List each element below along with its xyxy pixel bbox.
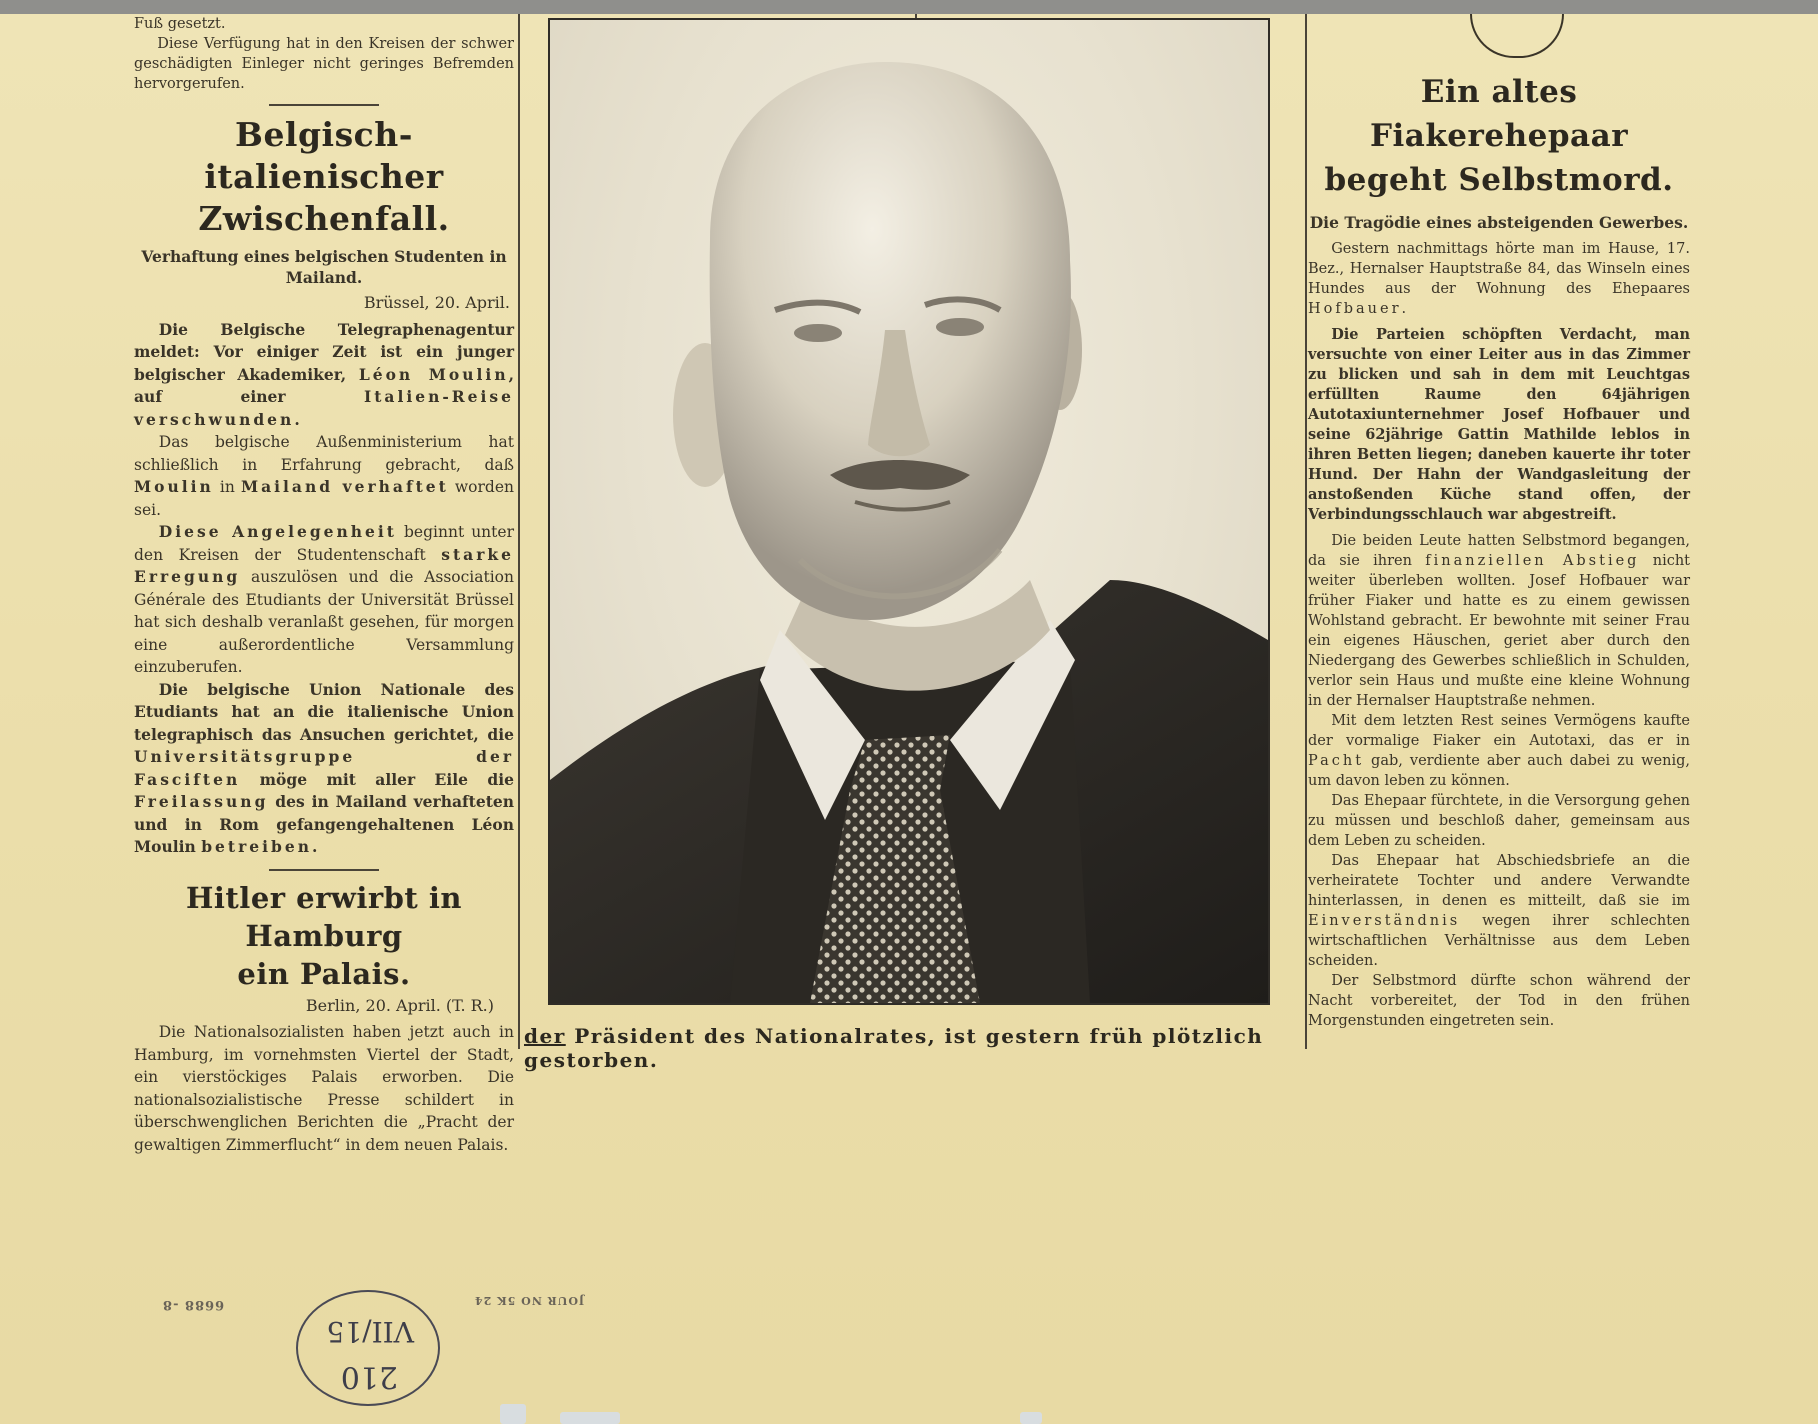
spaced-run: Einverständnis (1308, 913, 1461, 929)
fragment-paragraph: Diese Verfügung hat in den Kreisen der schwer geschädigten Einleger nicht geringes Befremden hervorgerufen. (134, 36, 514, 92)
spaced-run: Universitätsgruppe der Fasciften (134, 747, 514, 789)
left-column (134, 14, 514, 1156)
article-paragraph: Das Ehepaar fürchtete, in die Versorgung gehen zu müssen und beschloß daher, gemeinsam aus dem Leben zu scheiden. (1308, 793, 1690, 849)
name-run: Léon Moulin (358, 364, 509, 384)
left-column-rule (518, 14, 520, 1049)
text-run: worden sei. (134, 478, 515, 519)
article-subhead: Verhaftung eines belgischen Studenten in Mailand. (141, 247, 507, 287)
spaced-run: starke Erregung (134, 544, 514, 586)
spaced-run: Diese Angelegenheit (158, 522, 397, 541)
article-paragraph (1308, 531, 1690, 711)
text-run: Mit dem letzten Rest seines Vermögens kaufte der vormalige Fiaker ein Autotaxi, das er in (1308, 713, 1690, 749)
paper-tear (1020, 1412, 1042, 1424)
article-headline (134, 879, 514, 993)
text-run: des in Mailand verhafteten und in Rom gefangengehaltenen Léon Moulin (134, 792, 514, 856)
caption-lead: der (524, 1024, 566, 1048)
text-run: möge mit aller Eile die (240, 769, 514, 789)
article-paragraph (134, 431, 514, 521)
text-run: Gestern nachmittags hörte man im Hause, 17. Bez., Hernalser Hauptstraße 84, das Winseln eines Hundes aus der Wohnung des Ehepaares (1308, 241, 1690, 297)
article-separator (269, 104, 379, 106)
article-paragraph (1308, 239, 1690, 319)
photo-caption (524, 1024, 1294, 1072)
spaced-run: finanziellen Abstieg (1425, 553, 1640, 569)
headline-line: Belgisch-italienischer (204, 115, 444, 196)
top-scan-border (0, 0, 1818, 14)
headline-line: begeht Selbstmord. (1324, 162, 1674, 198)
article-headline (134, 114, 514, 240)
eye-left (794, 324, 842, 342)
article-subhead: Die Tragödie eines absteigenden Gewerbes. (1309, 213, 1689, 232)
article-hitler-hamburg (134, 879, 514, 1157)
text-run: . (1401, 301, 1407, 317)
article-paragraph (134, 521, 514, 679)
portrait-photo (550, 20, 1268, 1003)
text-run: Das belgische Außenministerium hat schließlich in Erfahrung gebracht, daß (134, 433, 514, 474)
article-separator (269, 869, 379, 871)
right-column-rule (1305, 14, 1307, 1049)
text-run: beginnt unter den Kreisen der Studentenschaft (134, 523, 514, 564)
right-column (1308, 70, 1690, 1031)
paper-tear (500, 1404, 526, 1424)
mirrored-archive-text: JOUR NO 5K 24 (474, 1294, 585, 1307)
caption-text: Präsident des Nationalrates, ist gestern früh plötzlich gestorben. (524, 1024, 1264, 1072)
article-paragraph: Die Nationalsozialisten haben jetzt auch in Hamburg, im vornehmsten Viertel der Stadt, ein vierstöckiges Palais erworben. Die nationalsozialistische Presse schildert in überschwenglichen Berichten die „Pracht der gewaltigen Zimmerflucht“ in dem neuen Palais. (134, 1023, 514, 1154)
headline-line: ein Palais. (237, 956, 411, 991)
eye-right (936, 318, 984, 336)
text-run: wegen ihrer schlechten wirtschaftlichen Verhältnisse aus dem Leben scheiden. (1308, 913, 1690, 969)
text-run: , auf einer (134, 364, 514, 406)
name-run: Moulin (134, 477, 214, 496)
text-run: . (294, 409, 300, 429)
article-paragraph (134, 679, 514, 859)
archive-stamp (296, 1290, 440, 1406)
article-paragraph: Die Parteien schöpften Verdacht, man versuchte von einer Leiter aus in das Zimmer zu blicken und sah in dem mit Leuchtgas erfüllten Raume den 64jährigen Autotaxiunternehmer Josef Hofbauer und seine 62jährige Gattin Mathilde leblos in ihren Betten liegen; daneben kauerte ihr toter Hund. Der Hahn der Wandgasleitung der anstoßenden Küche stand offen, der Verbindungsschlauch war abgestreift. (1308, 326, 1690, 523)
article-belgisch-italienisch (134, 114, 514, 859)
spaced-run: Italien-Reise verschwunden (134, 387, 514, 429)
text-run: in (213, 478, 241, 496)
article-dateline: Berlin, 20. April. (T. R.) (305, 995, 494, 1015)
headline-line: Zwischenfall. (198, 199, 450, 238)
spaced-run: Mailand verhaftet (240, 477, 449, 496)
headline-line: Hitler erwirbt in Hamburg (185, 880, 462, 953)
fragment-line: Fuß gesetzt. (134, 16, 226, 32)
text-run: . (311, 837, 318, 856)
paper-tear (560, 1412, 620, 1424)
article-headline (1308, 70, 1690, 202)
article-paragraph (1308, 711, 1690, 791)
text-run: Die belgische Union Nationale des Etudiants hat an die italienische Union telegraphisch das Ansuchen gerichtet, die (134, 679, 514, 744)
text-run: auszulösen und die Association Générale des Etudiants der Universität Brüssel hat sich deshalb veranlaßt gesehen, für morgen eine außerordentliche Versammlung einzuberufen. (134, 568, 514, 676)
article-paragraph: Der Selbstmord dürfte schon während der Nacht vorbereitet, der Tod in den frühen Morgenstunden eingetreten sein. (1308, 973, 1690, 1029)
headline-line: Ein altes Fiakerehepaar (1369, 74, 1629, 154)
article-dateline: Brüssel, 20. April. (363, 293, 510, 312)
text-run: Das Ehepaar hat Abschiedsbriefe an die verheiratete Tochter und andere Verwandte hinterlassen, in denen es mitteilt, daß sie im (1308, 853, 1690, 909)
text-run: Die beiden Leute hatten Selbstmord begangen, da sie ihren (1308, 533, 1690, 569)
article-paragraph (134, 319, 514, 432)
stamp-number: 210 (340, 1359, 398, 1394)
portrait-photo-frame (548, 18, 1270, 1005)
spaced-run: Hofbauer (1308, 301, 1402, 317)
spaced-run: betreiben (201, 837, 312, 856)
article-paragraph (1308, 851, 1690, 971)
portrait-image (550, 20, 1268, 1003)
mirrored-archive-number: 6688 -8 (162, 1297, 225, 1312)
stamp-code: VII/15 (326, 1315, 414, 1348)
spaced-run: Freilassung (134, 792, 269, 811)
spaced-run: Pacht (1308, 753, 1365, 769)
text-run: Die Belgische Telegraphenagentur meldet: Vor einiger Zeit ist ein junger belgischer Akademiker, (134, 319, 514, 384)
text-run: gab, verdiente aber auch dabei zu wenig, um davon leben zu können. (1308, 753, 1690, 789)
text-run: nicht weiter überleben wollten. Josef Hofbauer war früher Fiaker und hatte es zu einem gewissen Wohlstand gebracht. Er bewohnte mit seiner Frau ein eigenes Häuschen, geriet aber durch den Niedergang des Gewerbes schließlich in Schulden, verlor sein Haus und mußte eine kleine Wohnung in der Hernalser Hauptstraße nehmen. (1308, 553, 1690, 709)
